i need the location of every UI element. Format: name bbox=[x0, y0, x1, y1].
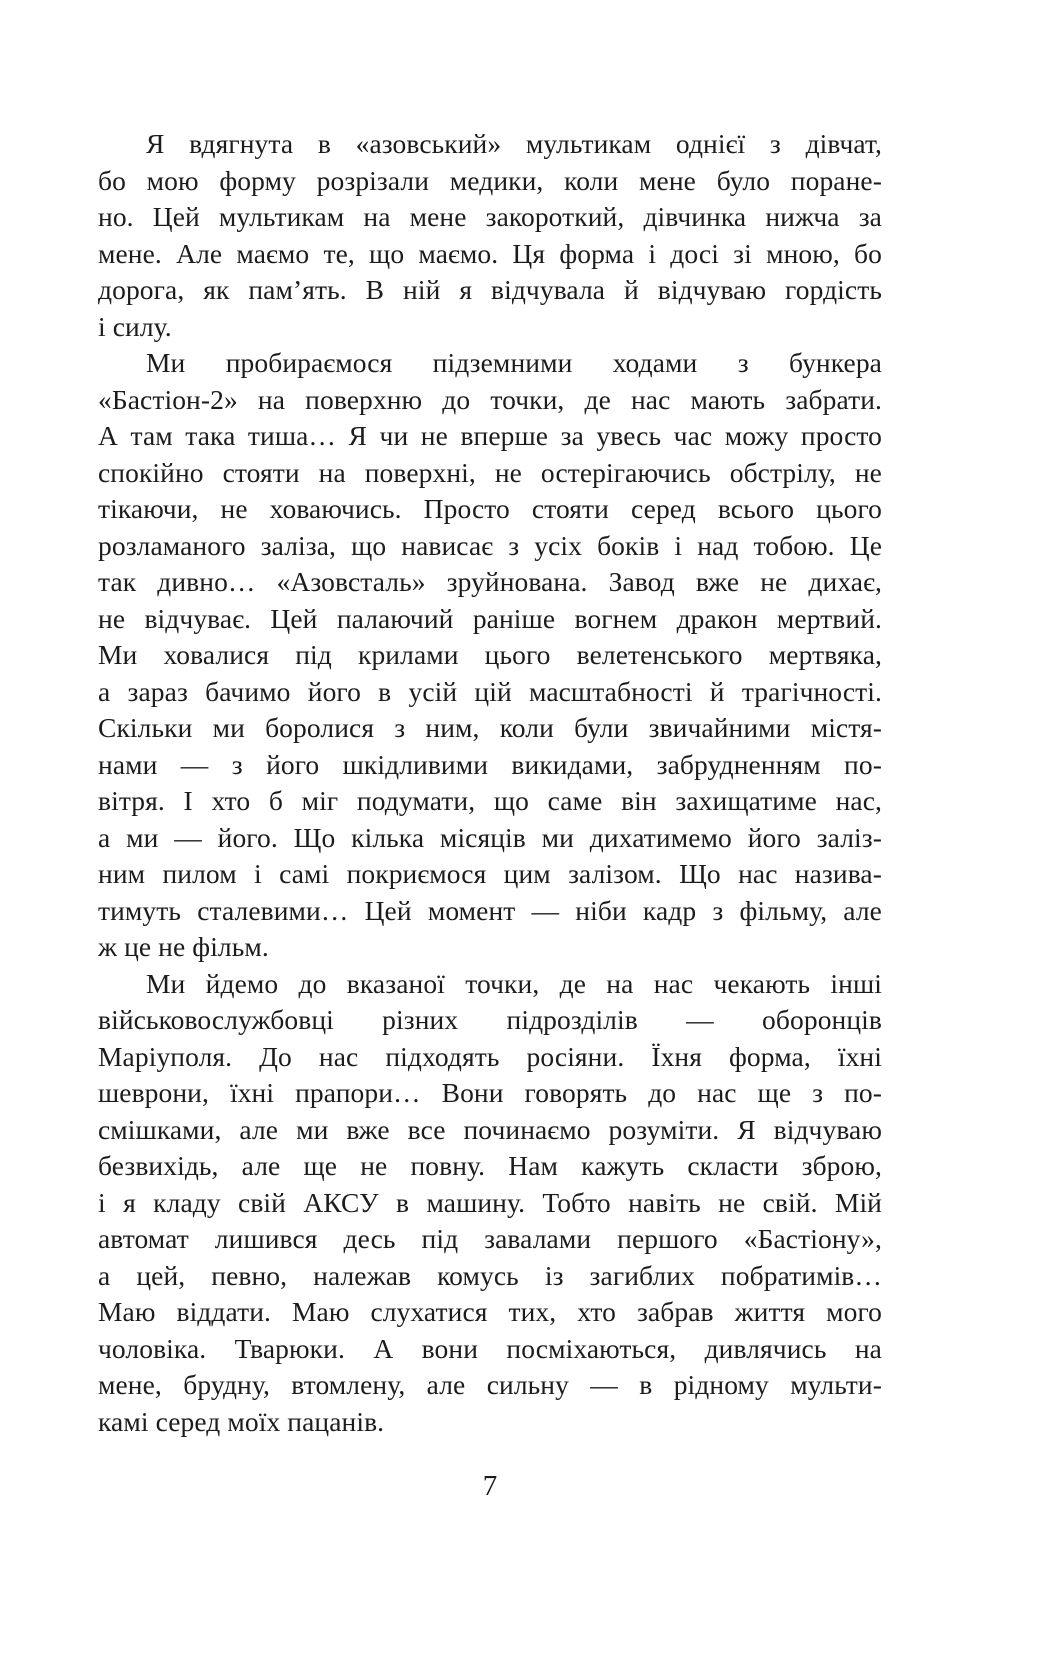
text-line: камі серед моїх пацанів. bbox=[98, 1405, 385, 1437]
text-line: ним пилом і самі покриємося цим залізом. Що нас назива- bbox=[98, 858, 882, 889]
text-line: «Бастіон-2» на поверхню до точки, де нас мають забрати. bbox=[98, 383, 882, 415]
text-line: спокійно стояти на поверхні, не остерігаючись обстрілу, не bbox=[98, 456, 882, 488]
text-line: не відчуває. Цей палаючий раніше вогнем дракон мертвий. bbox=[98, 602, 882, 634]
text-line: тікаючи, не ховаючись. Просто стояти серед всього цього bbox=[98, 493, 882, 524]
text-line: Скільки ми боролися з ним, коли були звичайними містя- bbox=[98, 712, 882, 743]
text-line: мене, брудну, втомлену, але сильну — в рідному мульти- bbox=[98, 1369, 882, 1400]
text-line: ж це не фільм. bbox=[98, 931, 269, 962]
text-line: і я кладу свій АКСУ в машину. Тобто навіть не свій. Мій bbox=[98, 1186, 882, 1218]
text-line: і силу. bbox=[98, 310, 172, 342]
text-line: безвихідь, але ще не повну. Нам кажуть скласти зброю, bbox=[98, 1150, 882, 1181]
text-line: Я вдягнута в «азовський» мультикам однієї з дівчат, bbox=[146, 128, 882, 159]
text-line: Маріуполя. До нас підходять росіяни. Їхня форма, їхні bbox=[98, 1040, 882, 1072]
text-line: тимуть сталевими… Цей момент — ніби кадр з фільму, але bbox=[98, 894, 882, 926]
text-line: вітря. І хто б міг подумати, що саме він захищатиме нас, bbox=[98, 785, 882, 816]
text-line: нами — з його шкідливими викидами, забрудненням по- bbox=[98, 748, 882, 780]
text-line: а цей, певно, належав комусь із загиблих побратимів… bbox=[98, 1259, 882, 1291]
text-line: чоловіка. Тварюки. А вони посміхаються, дивлячись на bbox=[98, 1332, 882, 1364]
text-line: Ми ховалися під крилами цього велетенського мертвяка, bbox=[98, 639, 882, 670]
text-line: так дивно… «Азовсталь» зруйнована. Завод вже не дихає, bbox=[98, 566, 882, 597]
text-line: Маю віддати. Маю слухатися тих, хто забрав життя мого bbox=[98, 1296, 882, 1327]
text-line: а ми — його. Що кілька місяців ми дихатимемо його заліз- bbox=[98, 821, 882, 853]
text-line: но. Цей мультикам на мене закороткий, дівчинка нижча за bbox=[98, 201, 882, 232]
text-line: бо мою форму розрізали медики, коли мене було поране- bbox=[98, 164, 882, 196]
text-line: дорога, як пам’ять. В ній я відчувала й відчуваю гордість bbox=[98, 274, 882, 305]
text-line: мене. Але маємо те, що маємо. Ця форма і досі зі мною, бо bbox=[98, 237, 882, 269]
page-number: 7 bbox=[482, 1470, 498, 1502]
text-line: розламаного заліза, що нависає з усіх боків і над тобою. Це bbox=[98, 529, 882, 561]
text-line: шеврони, їхні прапори… Вони говорять до нас ще з по- bbox=[98, 1077, 882, 1108]
text-line: Ми йдемо до вказаної точки, де на нас чекають інші bbox=[146, 967, 882, 999]
text-line: а зараз бачимо його в усій цій масштабності й трагічності. bbox=[98, 675, 882, 707]
text-block bbox=[98, 126, 882, 1440]
text-line: смішками, але ми вже все починаємо розуміти. Я відчуваю bbox=[98, 1113, 882, 1145]
text-line: Ми пробираємося підземними ходами з бункера bbox=[146, 347, 882, 378]
text-line: А там така тиша… Я чи не вперше за увесь час можу просто bbox=[98, 420, 882, 451]
text-line: автомат лишився десь під завалами першого «Бастіону», bbox=[98, 1223, 882, 1254]
text-line: військовослужбовці різних підрозділів — оборонців bbox=[98, 1004, 882, 1035]
